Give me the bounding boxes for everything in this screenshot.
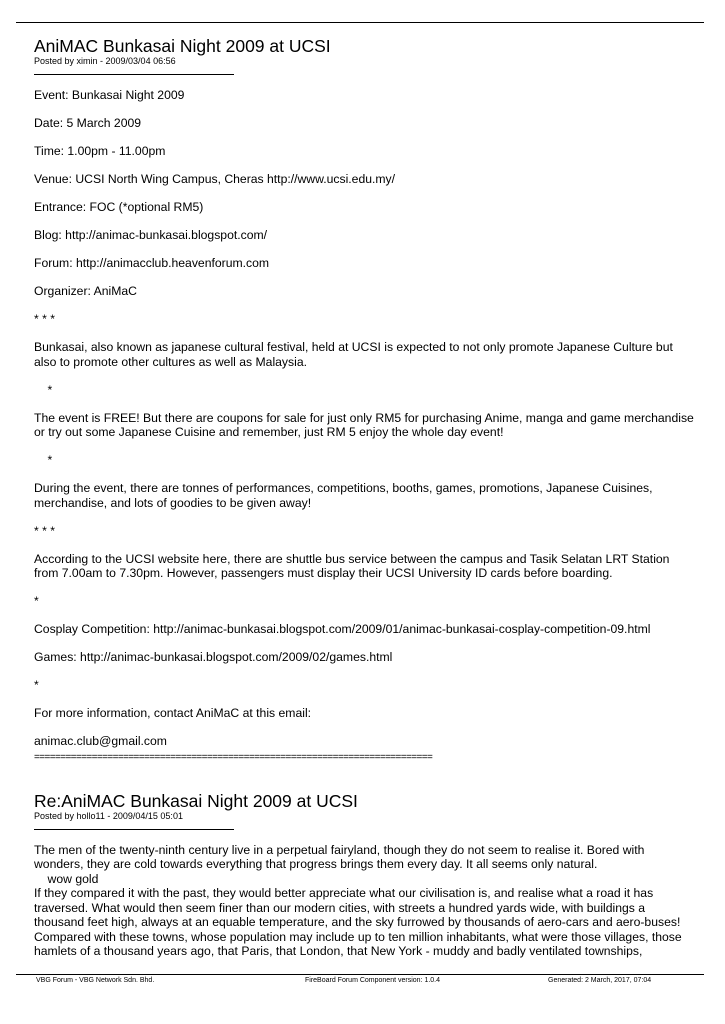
entrance-line: Entrance: FOC (*optional RM5) bbox=[34, 200, 204, 214]
footer-generated: Generated: 2 March, 2017, 07:04 bbox=[548, 977, 652, 984]
intro-paragraph: Bunkasai, also known as japanese cultural festival, held at UCSI is expected to not only promote Japanese Culture but also to promote other cultures as well as Malaysia. bbox=[34, 340, 677, 369]
free-event-paragraph: The event is FREE! But there are coupons for sale for just only RM5 for purchasing Anime, manga and game merchandise or try out some Japanese Cuisine and remember, just RM 5 enjoy the whole day event! bbox=[34, 410, 698, 439]
venue-line: Venue: UCSI North Wing Campus, Cheras http://www.ucsi.edu.my/ bbox=[34, 172, 396, 186]
blog-line: Blog: http://animac-bunkasai.blogspot.com/ bbox=[34, 228, 268, 242]
post bbox=[34, 791, 694, 959]
bullet-star: * bbox=[34, 594, 39, 608]
top-rule bbox=[16, 22, 704, 23]
divider-stars: * * * bbox=[34, 523, 56, 538]
post-title: AniMAC Bunkasai Night 2009 at UCSI bbox=[34, 36, 331, 56]
forum-line: Forum: http://animacclub.heavenforum.com bbox=[34, 256, 270, 270]
footer-site: VBG Forum - VBG Network Sdn. Bhd. bbox=[36, 977, 155, 984]
date-line: Date: 5 March 2009 bbox=[34, 116, 142, 130]
footer-version: FireBoard Forum Component version: 1.0.4 bbox=[305, 977, 441, 984]
bullet-star: * bbox=[34, 678, 39, 692]
organizer-line: Organizer: AniMaC bbox=[34, 284, 137, 298]
cosplay-line: Cosplay Competition: http://animac-bunkasai.blogspot.com/2009/01/animac-bunkasai-cosplay-competition-09.html bbox=[34, 622, 651, 636]
post-title: Re:AniMAC Bunkasai Night 2009 at UCSI bbox=[34, 790, 358, 811]
event-line: Event: Bunkasai Night 2009 bbox=[34, 88, 185, 102]
post-separator: ============================================================================ bbox=[34, 751, 433, 763]
shuttle-paragraph: According to the UCSI website here, there are shuttle bus service between the campus and Tasik Selatan LRT Station from 7.00am to 7.30pm. However, passengers must display their UCSI University ID cards before boarding. bbox=[34, 551, 673, 580]
activities-paragraph: During the event, there are tonnes of performances, competitions, booths, games, promotions, Japanese Cuisines, merchandise, and lots of goodies to be given away! bbox=[34, 481, 656, 510]
contact-line: For more information, contact AniMaC at this email: bbox=[34, 706, 312, 720]
time-line: Time: 1.00pm - 11.00pm bbox=[34, 144, 166, 158]
post bbox=[34, 36, 698, 764]
forum-thread bbox=[34, 36, 698, 959]
bullet-star: * bbox=[34, 382, 53, 397]
divider-stars: * * * bbox=[34, 312, 56, 326]
games-line: Games: http://animac-bunkasai.blogspot.com/2009/02/games.html bbox=[34, 650, 393, 664]
bullet-star: * bbox=[34, 453, 53, 467]
email-line: animac.club@gmail.com bbox=[34, 734, 167, 748]
post-meta: Posted by hollo11 - 2009/04/15 05:01 bbox=[34, 810, 183, 821]
post-meta: Posted by ximin - 2009/03/04 06:56 bbox=[34, 56, 176, 66]
reply-body: The men of the twenty-ninth century live in a perpetual fairyland, though they do not seem to realise it. Bored with wonders, they are cold towards everything that progress brings them every day. It all seems only natural. wow gold If they compared it with the past, they would better appreciate what our civilisation is, and realise what a road it has traversed. What would then seem finer than our modern cities, with streets a hundred yards wide, with buildings a thousand feet high, always at an equable temperature, and the sky furrowed by thousands of aero-cars and aero-buses! Compared with these towns, whose population may include up to ten million inhabitants, what were those villages, those hamlets of a thousand years ago, that Paris, that London, that New York - muddy and badly ventilated townships, bbox=[34, 842, 682, 958]
footer-rule bbox=[16, 974, 704, 975]
